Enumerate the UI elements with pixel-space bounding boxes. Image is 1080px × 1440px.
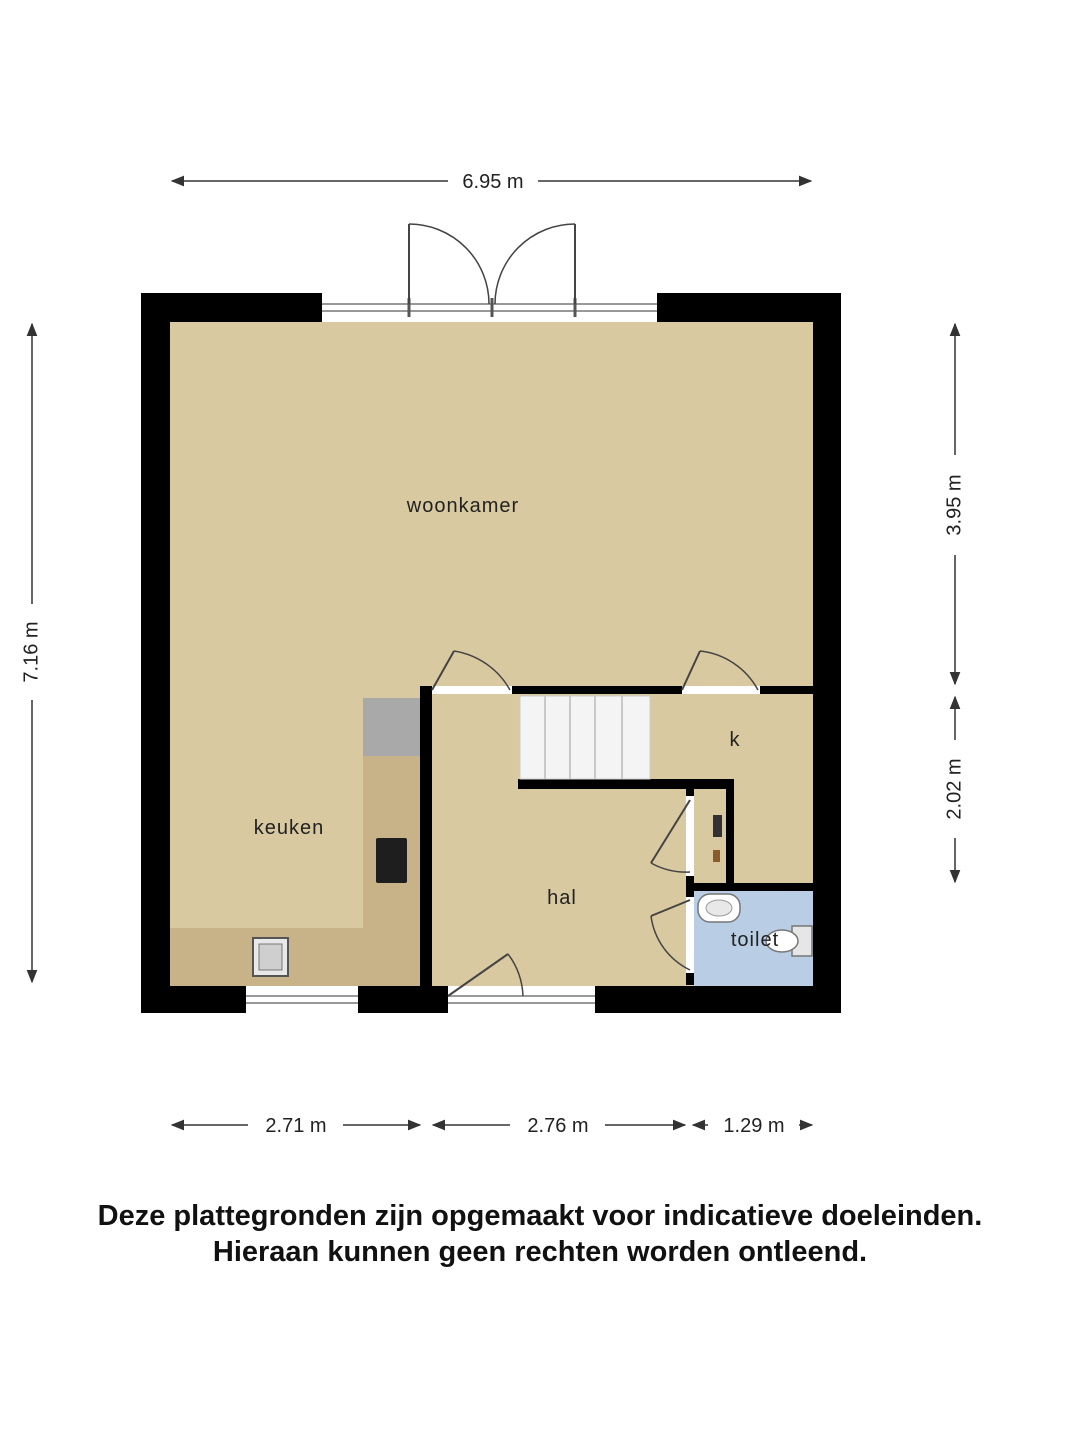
wall-k <box>726 779 734 889</box>
disclaimer-line-2: Hieraan kunnen geen rechten worden ontleend. <box>212 1236 868 1268</box>
wall-keuken-hal <box>420 686 432 986</box>
door-opening-k <box>682 686 760 694</box>
kitchen-counter-bottom <box>170 928 420 986</box>
dimension-label-top: 6.95 m <box>462 171 524 193</box>
room-label-toilet: toilet <box>730 929 780 951</box>
window-top <box>322 293 657 322</box>
room-label-k: k <box>729 729 741 751</box>
dimension-label-right-lower: 2.02 m <box>943 758 966 820</box>
dimension-label-bottom-left: 2.71 m <box>265 1115 327 1137</box>
dimension-label-left: 7.16 m <box>20 621 43 683</box>
window-bottom-left <box>246 986 358 1013</box>
kitchen-sink-basin <box>259 944 282 970</box>
stairs <box>520 696 650 779</box>
fridge <box>363 698 420 756</box>
room-label-woonkamer: woonkamer <box>406 495 520 517</box>
meter-box <box>713 815 722 837</box>
wall-toilet-top <box>686 883 813 891</box>
dimension-label-bottom-right: 1.29 m <box>723 1115 785 1137</box>
door-opening-cupboard <box>686 796 694 876</box>
wall-stairs <box>518 779 734 789</box>
disclaimer-line-1: Deze plattegronden zijn opgemaakt voor indicatieve doeleinden. <box>97 1200 983 1232</box>
door-swing <box>409 224 489 304</box>
dimension-label-bottom-mid: 2.76 m <box>527 1115 589 1137</box>
meter-box <box>713 850 720 862</box>
door-swing <box>495 224 575 304</box>
front-door-opening <box>448 986 595 1013</box>
door-opening-hal <box>432 686 512 694</box>
dimension-label-right-upper: 3.95 m <box>943 474 966 536</box>
toilet-sink-basin <box>706 900 732 916</box>
room-label-keuken: keuken <box>253 817 325 839</box>
door-opening-toilet <box>686 897 694 973</box>
cooktop <box>376 838 407 883</box>
room-label-hal: hal <box>547 887 577 909</box>
